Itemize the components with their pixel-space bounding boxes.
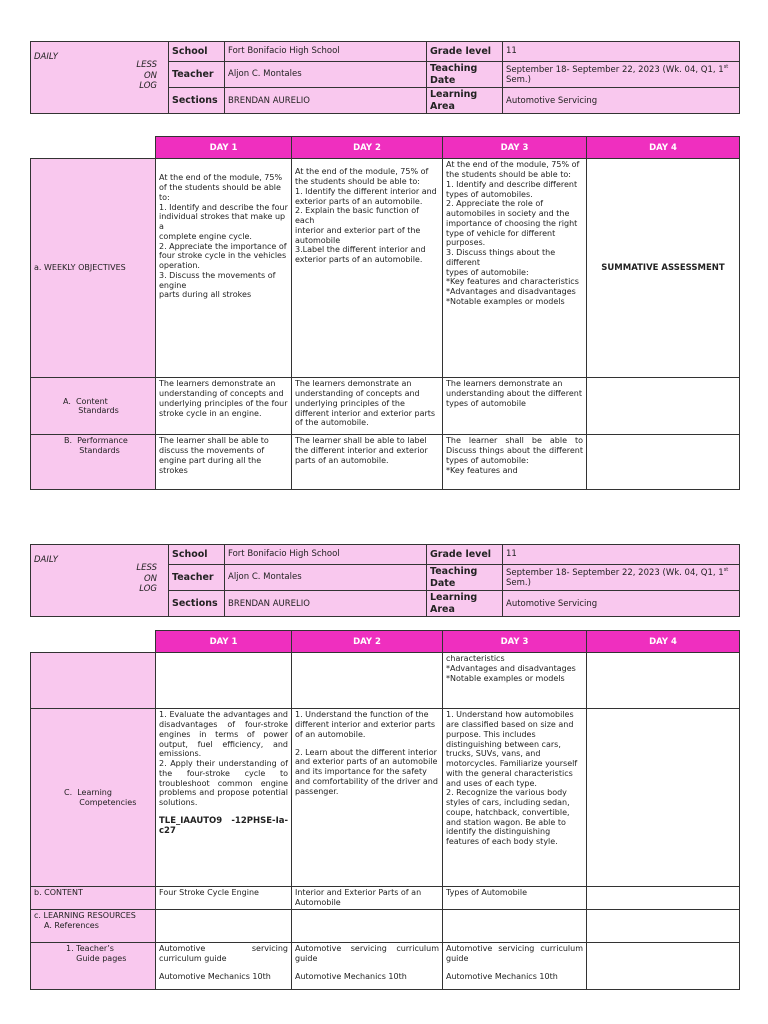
daily-label-2: DAILY <box>34 555 58 565</box>
learning-competencies-day3: 1. Understand how automobiles are classified based on size and purpose. This includes distinguishing between cars, trucks, SUVs, vans, and motorcycles. Familiarize yourself with the general characteristics and uses of each type. 2. Recognize the various body styles of cars, including sedan, coupe, hatchback, convertible, and station wagon. Be able to identify the distinguishing features of each body style. <box>443 709 587 887</box>
sections-label: Sections <box>169 88 225 114</box>
content-day1: Four Stroke Cycle Engine <box>156 887 292 910</box>
content-standards-day1: The learners demonstrate an understanding of concepts and underlying principles of the four stroke cycle in an engine. <box>156 378 292 435</box>
competencies-table <box>30 630 740 990</box>
page-1 <box>30 41 739 490</box>
blank-corner <box>31 137 156 159</box>
competency-code: TLE_IAAUTO9 -12PHSE-Ia-c27 <box>159 815 288 837</box>
competency-day2-item1: 1. Understand the function of the different interior and exterior parts of an automobile. <box>295 710 436 739</box>
resources-day2 <box>292 910 443 943</box>
content-day3: Types of Automobile <box>443 887 587 910</box>
lesson-log-label-2: LESS ON LOG <box>136 563 157 595</box>
teachers-guide-day1 <box>156 943 292 990</box>
weekly-objectives-day4: SUMMATIVE ASSESSMENT <box>587 159 740 378</box>
school-value: Fort Bonifacio High School <box>225 42 427 62</box>
daily-lesson-log-title <box>31 42 169 114</box>
grade-level-label: Grade level <box>427 42 503 62</box>
teachers-guide-day3 <box>443 943 587 990</box>
teacher-label-2: Teacher <box>169 565 225 591</box>
competency-day2-item2: 2. Learn about the different interior and exterior parts of an automobile and its importance for the safety and comfortability of the driver and passenger. <box>295 747 438 796</box>
day-4-header-2: DAY 4 <box>587 631 740 653</box>
weekly-objectives-day1: At the end of the module, 75% of the students should be able to: 1. Identify and describe the four individual strokes that make up a complete engine cycle. 2. Appreciate the importance of four stroke cycle in the vehicles operation. 3. Discuss the movements of engine parts during all strokes <box>156 159 292 378</box>
learning-competencies-day4 <box>587 709 740 887</box>
content-standards-day3: The learners demonstrate an understanding about the different types of automobile <box>443 378 587 435</box>
continuation-day1 <box>156 653 292 709</box>
teaching-date-label: Teaching Date <box>427 62 503 88</box>
day-1-header-2: DAY 1 <box>156 631 292 653</box>
resources-day1 <box>156 910 292 943</box>
learning-area-label: Learning Area <box>427 88 503 114</box>
continuation-day3: characteristics *Advantages and disadvantages *Notable examples or models <box>443 653 587 709</box>
references-label: A. References <box>44 921 99 931</box>
resources-day4 <box>587 910 740 943</box>
daily-lesson-log-title-2 <box>31 545 169 617</box>
learning-competencies-label: C. Learning Competencies <box>31 709 156 887</box>
resources-day3 <box>443 910 587 943</box>
blank-corner-2 <box>31 631 156 653</box>
learning-competencies-day1 <box>156 709 292 887</box>
learning-area-value: Automotive Servicing <box>503 88 740 114</box>
grade-level-label-2: Grade level <box>427 545 503 565</box>
content-standards-day2: The learners demonstrate an understanding of concepts and underlying principles of the different interior and exterior parts of the automobile. <box>292 378 443 435</box>
learning-area-label-2: Learning Area <box>427 591 503 617</box>
day-4-header: DAY 4 <box>587 137 740 159</box>
day-2-header: DAY 2 <box>292 137 443 159</box>
teacher-value-2: Aljon C. Montales <box>225 565 427 591</box>
weekly-objectives-day2: At the end of the module, 75% of the students should be able to: 1. Identify the different interior and exterior parts of an automobile. 2. Explain the basic function of each interior and exterior part of the automobile 3.Label the different interior and exterior parts of an automobile. <box>292 159 443 378</box>
content-standards-label: A. Content Standards <box>31 378 156 435</box>
header-table-2 <box>30 544 740 617</box>
learning-competencies-day2 <box>292 709 443 887</box>
day-1-header: DAY 1 <box>156 137 292 159</box>
continuation-day4 <box>587 653 740 709</box>
performance-standards-day2: The learner shall be able to label the different interior and exterior parts of an automobile. <box>292 435 443 490</box>
tg-day3-line1: Automotive servicing curriculum guide <box>446 944 583 964</box>
competency-day1-item2: 2. Apply their understanding of the four-stroke cycle to troubleshoot common engine problems and propose potential solutions. <box>159 759 288 808</box>
objectives-table <box>30 136 740 490</box>
performance-standards-day1: The learner shall be able to discuss the movements of engine part during all the strokes <box>156 435 292 490</box>
teaching-date-label-2: Teaching Date <box>427 565 503 591</box>
day-3-header-2: DAY 3 <box>443 631 587 653</box>
teacher-label: Teacher <box>169 62 225 88</box>
weekly-objectives-day3: At the end of the module, 75% of the students should be able to: 1. Identify and describe different types of automobiles. 2. Appreciate the role of automobiles in society and the importance of choosing the right type of vehicle for different purposes. 3. Discuss things about the different types of automobile: *Key features and characteristics *Advantages and disadvantages *Notable examples or models <box>443 159 587 378</box>
tg-day1-line2: Automotive Mechanics 10th <box>159 971 271 981</box>
header-table <box>30 41 740 114</box>
content-standards-day4 <box>587 378 740 435</box>
tg-day2-line2: Automotive Mechanics 10th <box>295 971 407 981</box>
lesson-log-label: LESS ON LOG <box>136 60 157 92</box>
teachers-guide-day2 <box>292 943 443 990</box>
learning-resources-title: c. LEARNING RESOURCES <box>34 911 136 921</box>
content-day2: Interior and Exterior Parts of an Automobile <box>292 887 443 910</box>
performance-standards-day3: The learner shall be able to Discuss things about the different types of automobile: *Key features and <box>443 435 587 490</box>
daily-label: DAILY <box>34 52 58 62</box>
continuation-day2 <box>292 653 443 709</box>
tg-day2-line1: Automotive servicing curriculum guide <box>295 944 439 964</box>
sections-value-2: BRENDAN AURELIO <box>225 591 427 617</box>
content-day4 <box>587 887 740 910</box>
grade-level-value-2: 11 <box>503 545 740 565</box>
weekly-objectives-label: a. WEEKLY OBJECTIVES <box>31 159 156 378</box>
sections-label-2: Sections <box>169 591 225 617</box>
tg-day1-line1: Automotive servicing curriculum guide <box>159 944 288 964</box>
school-value-2: Fort Bonifacio High School <box>225 545 427 565</box>
grade-level-value: 11 <box>503 42 740 62</box>
competency-day1-item1: 1. Evaluate the advantages and disadvantages of four-stroke engines in terms of power output, fuel efficiency, and emissions. <box>159 710 288 759</box>
performance-standards-day4 <box>587 435 740 490</box>
day-2-header-2: DAY 2 <box>292 631 443 653</box>
performance-standards-label: B. Performance Standards <box>31 435 156 490</box>
teacher-value: Aljon C. Montales <box>225 62 427 88</box>
tg-day3-line2: Automotive Mechanics 10th <box>446 971 558 981</box>
continuation-label <box>31 653 156 709</box>
teachers-guide-day4 <box>587 943 740 990</box>
school-label-2: School <box>169 545 225 565</box>
teaching-date-value-2: September 18- September 22, 2023 (Wk. 04, Q1, 1st Sem.) <box>503 565 740 591</box>
content-label: b. CONTENT <box>31 887 156 910</box>
day-3-header: DAY 3 <box>443 137 587 159</box>
school-label: School <box>169 42 225 62</box>
teaching-date-value: September 18- September 22, 2023 (Wk. 04, Q1, 1st Sem.) <box>503 62 740 88</box>
learning-resources-label <box>31 910 156 943</box>
sections-value: BRENDAN AURELIO <box>225 88 427 114</box>
teachers-guide-label: 1. Teacher’s Guide pages <box>31 943 156 990</box>
page-2 <box>30 544 739 990</box>
learning-area-value-2: Automotive Servicing <box>503 591 740 617</box>
